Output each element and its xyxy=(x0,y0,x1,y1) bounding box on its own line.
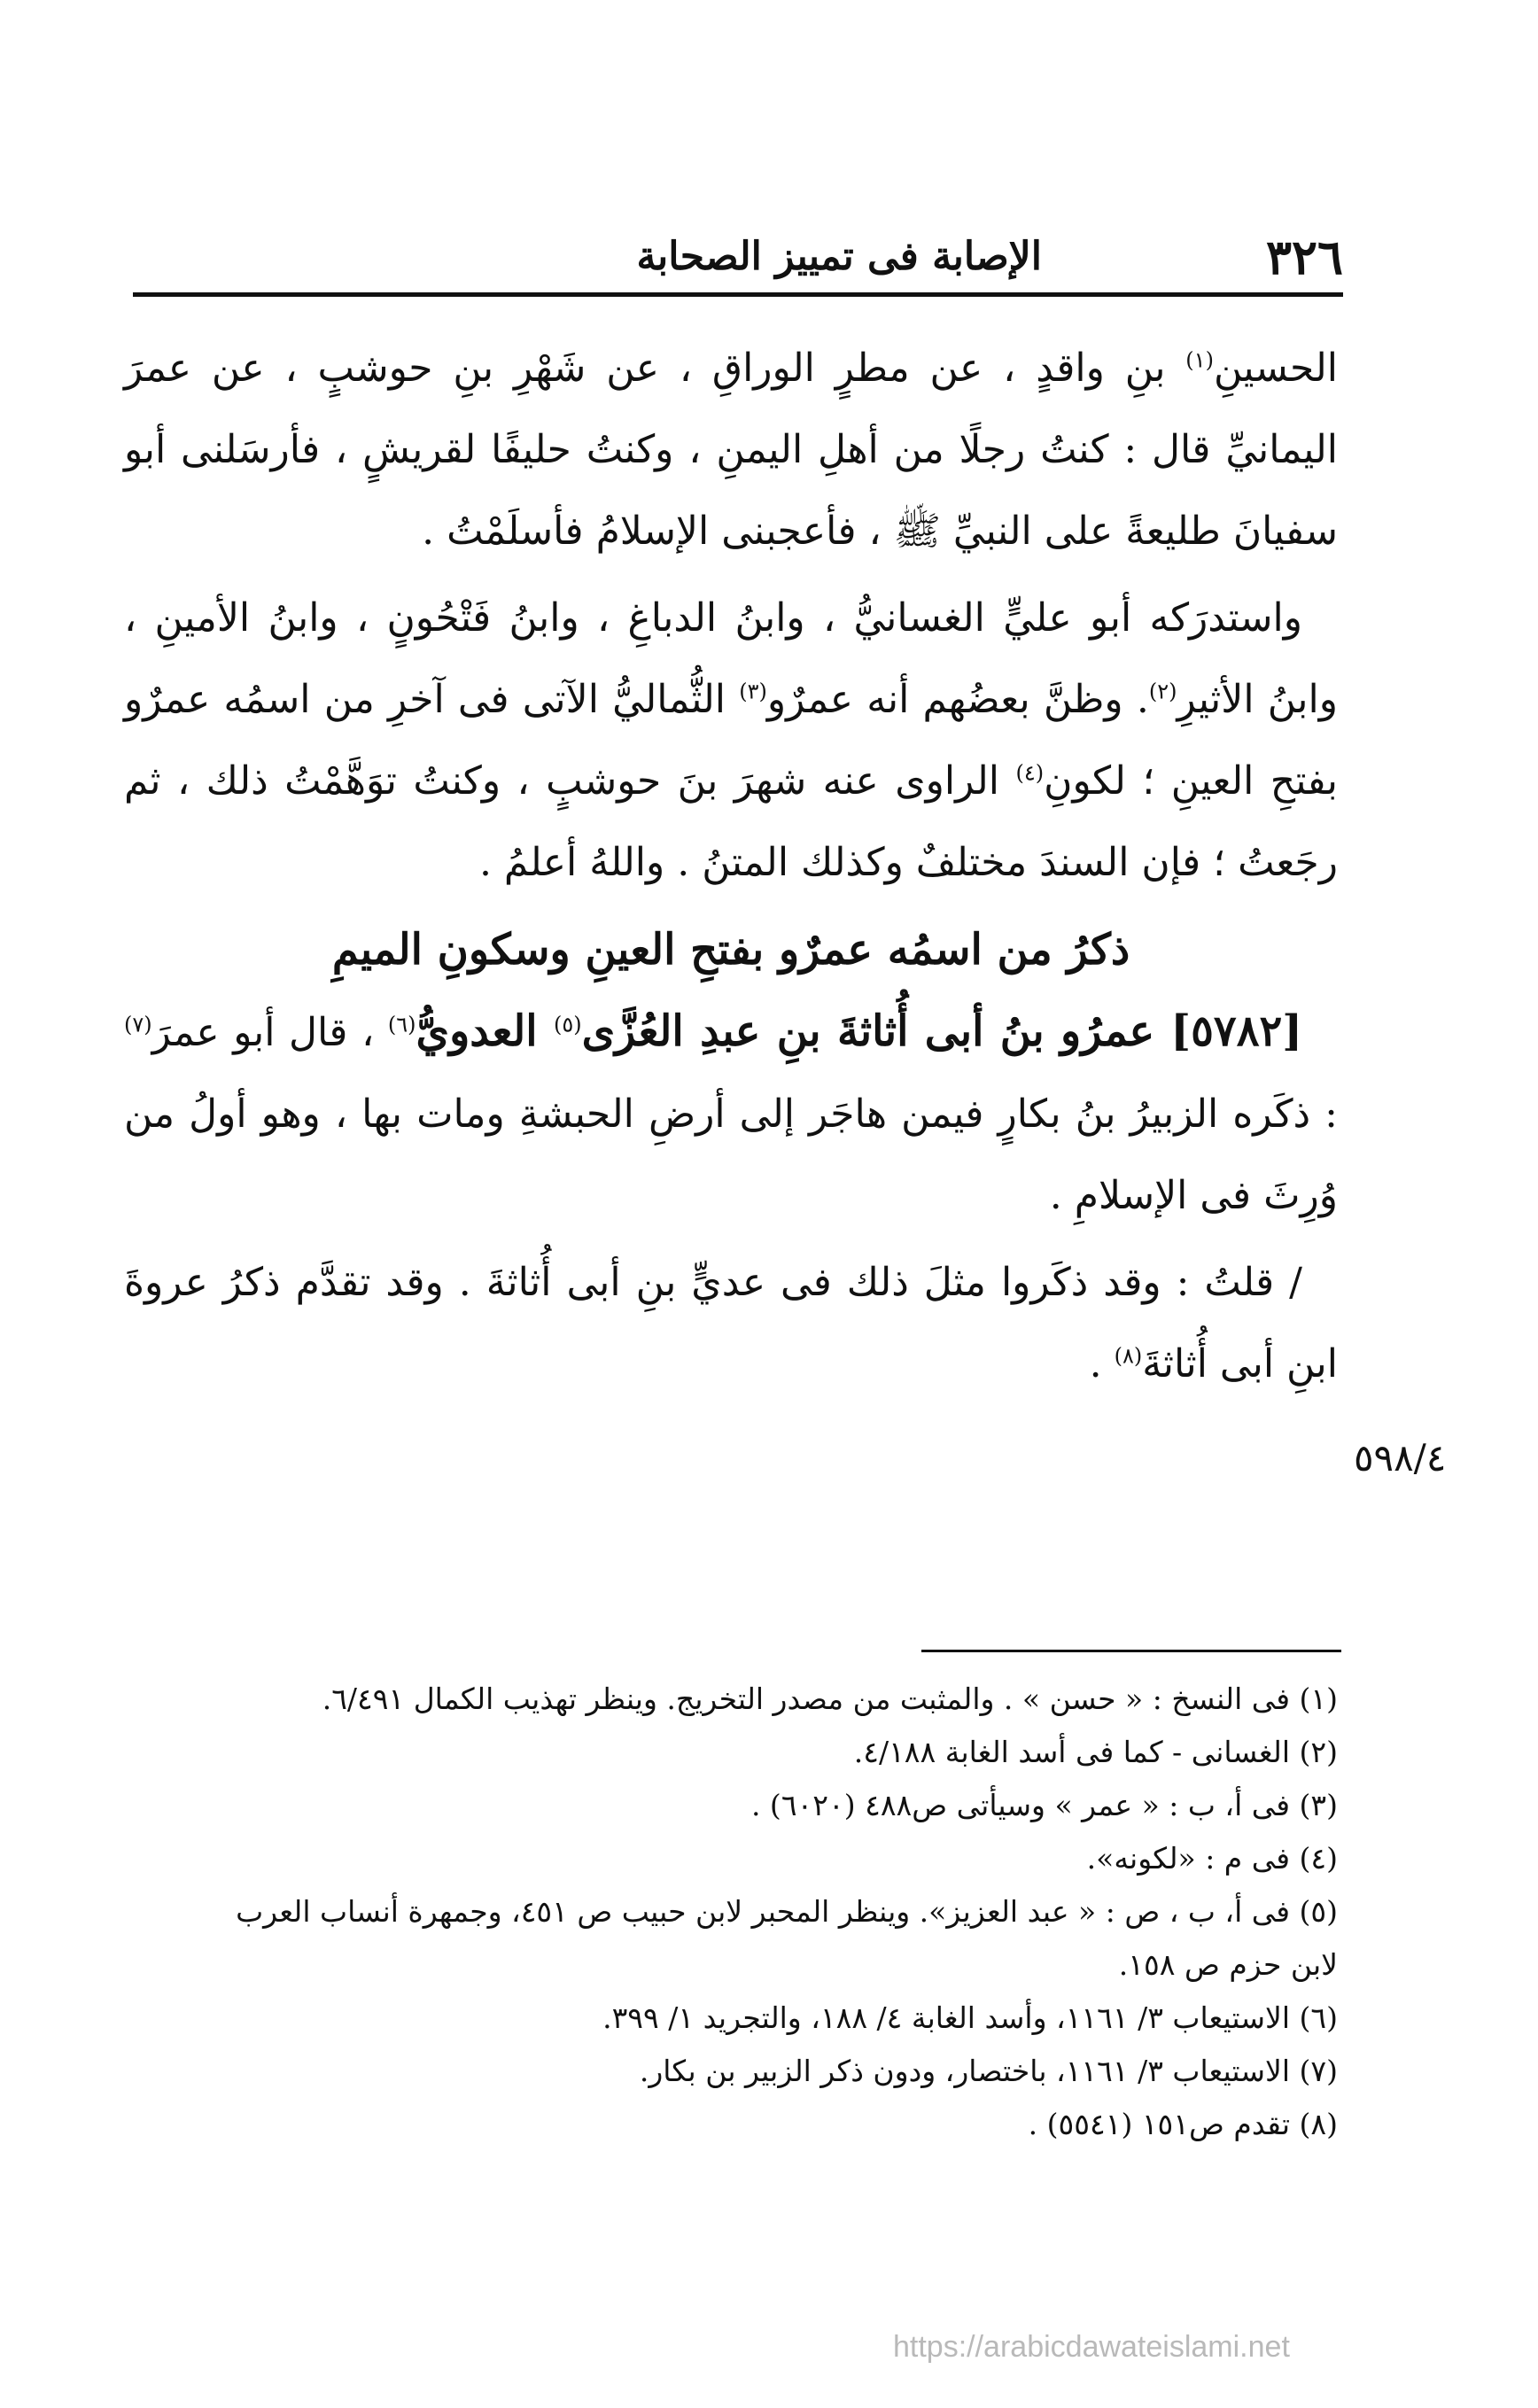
text-segment: ، قال أبو عمرَ xyxy=(151,1010,388,1055)
footnote-8: (٨) تقدم ص١٥١ (٥٥٤١) . xyxy=(1028,2107,1338,2141)
footnote-ref-6[interactable]: (٦) xyxy=(387,1012,416,1037)
entry-title: [٥٧٨٢] عمرُو بنُ أبى أُثاثةَ بنِ عبدِ العُزَّى xyxy=(581,1006,1302,1056)
footnote-ref-8[interactable]: (٨) xyxy=(1114,1343,1143,1369)
footnote-5-text: (٥) فى أ، ب ، ص : « عبد العزيز». وينظر المحبر لابن حبيب ص ٤٥١، وجمهرة أنساب العرب xyxy=(236,1894,1338,1929)
footnote-4: (٤) فى م : «لكونه». xyxy=(1086,1841,1338,1876)
header-rule xyxy=(133,292,1343,297)
text-segment: الراوى عنه شهرَ بنَ حوشبٍ ، وكنتُ توَهَّمْتُ ذلك ، ثم رجَعتُ ؛ فإن السندَ مختلفٌ وكذلك المتنُ . واللهُ أعلمُ . xyxy=(124,758,1338,885)
entry-title-nisba: العدويُّ xyxy=(416,1006,554,1056)
footnote-ref-5[interactable]: (٥) xyxy=(553,1012,582,1037)
footnote-ref-2[interactable]: (٢) xyxy=(1148,679,1177,704)
paragraph-1 xyxy=(124,328,1338,572)
text-segment: : ذكَره الزبيرُ بنُ بكارٍ فيمن هاجَر إلى أرضِ الحبشةِ ومات بها ، وهو أولُ من وُرِثَ فى الإسلامِ . xyxy=(124,1091,1338,1218)
text-segment: واستدرَكه أبو عليٍّ الغسانيُّ ، وابنُ الدباغِ ، وابنُ فَتْحُونٍ ، وابنُ الأمينِ ، وابنُ الأثيرِ xyxy=(124,595,1338,722)
footnote-ref-4[interactable]: (٤) xyxy=(1015,760,1045,786)
paragraph-4 xyxy=(124,1242,1338,1405)
page-header xyxy=(133,221,1343,292)
footnote-ref-3[interactable]: (٣) xyxy=(739,679,767,704)
text-segment: الحسينِ xyxy=(1213,346,1338,391)
entry-paragraph xyxy=(124,990,1338,1237)
footnote-5-continuation: لابن حزم ص ١٥٨. xyxy=(1118,1947,1338,1982)
body-text xyxy=(124,328,1338,1410)
watermark-url: https://arabicdawateislami.net xyxy=(893,2330,1290,2364)
text-segment: . وظنَّ بعضُهم أنه عمرٌو xyxy=(766,677,1149,722)
text-segment: بنِ واقدٍ ، عن مطرٍ الوراقِ ، عن شَهْرِ بنِ حوشبٍ ، عن عمرَ اليمانيِّ قال : كنتُ رجلًا من أهلِ اليمنِ ، وكنتُ حليفًا لقريشٍ ، فأرسَلنى أبو سفيانَ طليعةً على النبيِّ ﷺ ، فأعجبنى الإسلامُ فأسلَمْتُ . xyxy=(124,346,1338,554)
page-number: ٣٢٦ xyxy=(1265,229,1343,285)
footnote-ref-1[interactable]: (١) xyxy=(1185,347,1214,373)
paragraph-2 xyxy=(124,578,1338,904)
footnote-3: (٣) فى أ، ب : « عمر » وسيأتى ص٤٨٨ (٦٠٢٠) . xyxy=(750,1788,1338,1822)
text-segment: / قلتُ : وقد ذكَروا مثلَ ذلك فى عديٍّ بنِ أبى أُثاثةَ . وقد تقدَّم ذكرُ عروةَ ابنِ أبى أُثاثةَ xyxy=(124,1260,1338,1387)
footnote-rule xyxy=(921,1650,1341,1652)
footnotes xyxy=(115,1673,1338,2151)
footnote-7: (٧) الاستيعاب ٣/ ١١٦١، باختصار، ودون ذكر الزبير بن بكار. xyxy=(639,2054,1338,2088)
margin-page-reference: ٥٩٨/٤ xyxy=(1354,1436,1447,1480)
footnote-6: (٦) الاستيعاب ٣/ ١١٦١، وأسد الغابة ٤/ ١٨٨، والتجريد ١/ ٣٩٩. xyxy=(602,2000,1338,2035)
text-segment: . xyxy=(1089,1341,1115,1387)
footnote-2: (٢) الغسانى - كما فى أسد الغابة ٤/١٨٨. xyxy=(853,1735,1338,1769)
footnote-1: (١) فى النسخ : « حسن » . والمثبت من مصدر التخريج. وينظر تهذيب الكمال ٦/٤٩١. xyxy=(322,1682,1338,1716)
running-title: الإصابة فى تمييز الصحابة xyxy=(636,234,1042,279)
text-segment: الثُّماليُّ الآتى فى آخرِ من اسمُه عمرٌو بفتحِ العينِ ؛ لكونِ xyxy=(124,677,1338,804)
footnote-ref-7[interactable]: (٧) xyxy=(124,1012,152,1037)
section-heading: ذكرُ من اسمُه عمرٌو بفتحِ العينِ وسكونِ الميمِ xyxy=(331,925,1130,975)
footnote-5 xyxy=(115,1885,1338,1992)
